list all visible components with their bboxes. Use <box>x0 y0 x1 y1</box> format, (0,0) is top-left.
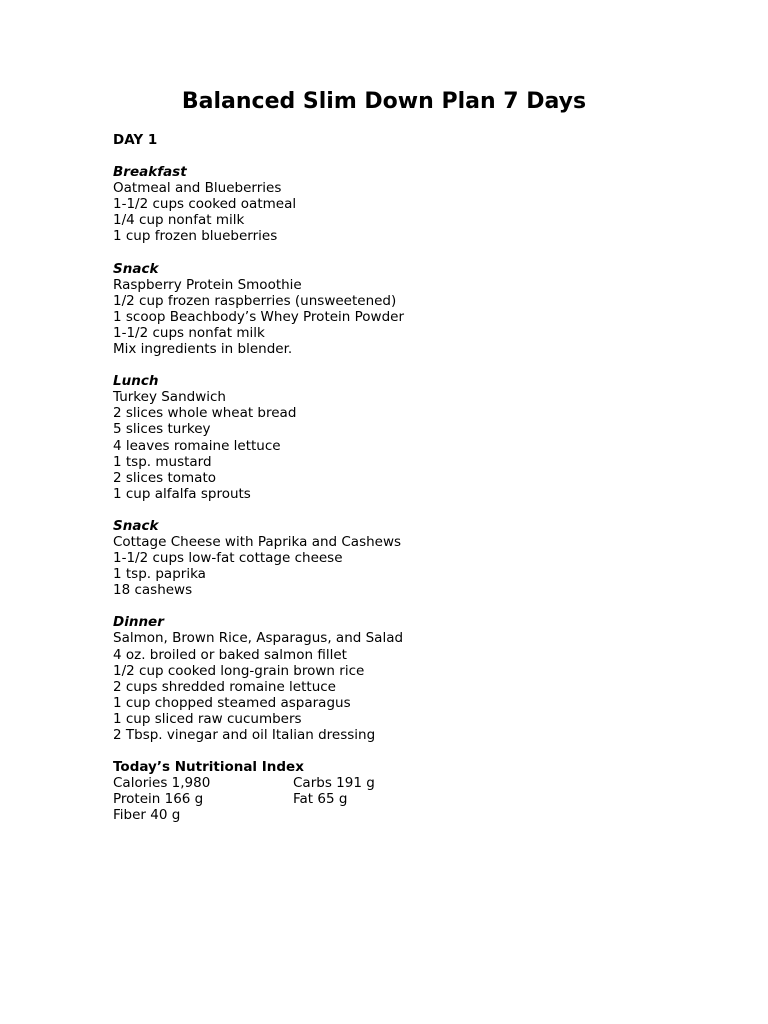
meal-ingredient: 1 cup alfalfa sprouts <box>113 485 251 502</box>
nutrition-grid <box>113 775 673 823</box>
meal-instruction: Mix ingredients in blender. <box>113 341 293 358</box>
meal-dinner <box>113 614 673 743</box>
meal-ingredient: 2 Tbsp. vinegar and oil Italian dressing <box>113 727 376 743</box>
meal-dish: Raspberry Protein Smoothie <box>113 276 302 293</box>
meal-ingredient: 4 leaves romaine lettuce <box>113 437 281 454</box>
meal-ingredient: 1-1/2 cups low-fat cottage cheese <box>113 550 343 567</box>
nutrition-title: Today’s Nutritional Index <box>113 759 304 776</box>
meal-dish: Cottage Cheese with Paprika and Cashews <box>113 533 402 550</box>
meal-ingredient: 5 slices turkey <box>113 421 211 438</box>
nutrition-carbs: Carbs 191 g <box>293 775 375 792</box>
meal-ingredient: 2 cups shredded romaine lettuce <box>113 678 336 695</box>
meal-ingredient: 1 cup sliced raw cucumbers <box>113 710 302 727</box>
nutrition-calories: Calories 1,980 <box>113 775 211 792</box>
nutrition-protein: Protein 166 g <box>113 791 204 808</box>
meal-dish: Turkey Sandwich <box>113 389 226 406</box>
meal-lunch <box>113 373 673 502</box>
meal-ingredient: 1 tsp. paprika <box>113 566 206 583</box>
meal-dish: Salmon, Brown Rice, Asparagus, and Salad <box>113 630 404 647</box>
meal-snack-2 <box>113 518 673 598</box>
meal-ingredient: 1/2 cup frozen raspberries (unsweetened) <box>113 292 397 309</box>
meal-ingredient: 1-1/2 cups cooked oatmeal <box>113 196 297 213</box>
meal-ingredient: 1/2 cup cooked long-grain brown rice <box>113 662 365 679</box>
meal-ingredient: 18 cashews <box>113 582 193 599</box>
meal-title: Snack <box>113 260 159 277</box>
nutrition-empty <box>293 807 673 823</box>
nutrition-fiber: Fiber 40 g <box>113 807 181 824</box>
meal-title: Dinner <box>113 614 164 631</box>
meal-ingredient: 1 tsp. mustard <box>113 453 212 470</box>
meal-dish: Oatmeal and Blueberries <box>113 180 282 197</box>
meal-ingredient: 1/4 cup nonfat milk <box>113 212 245 229</box>
meal-ingredient: 2 slices whole wheat bread <box>113 405 297 422</box>
document-body <box>113 132 673 839</box>
meal-title: Breakfast <box>113 164 187 181</box>
day-label: DAY 1 <box>113 132 158 148</box>
meal-breakfast <box>113 164 673 244</box>
meal-title: Snack <box>113 517 159 534</box>
meal-ingredient: 1 scoop Beachbody’s Whey Protein Powder <box>113 308 405 325</box>
meal-snack-1 <box>113 261 673 358</box>
meal-ingredient: 1 cup chopped steamed asparagus <box>113 694 351 711</box>
document-title: Balanced Slim Down Plan 7 Days <box>181 89 587 114</box>
meal-ingredient: 1-1/2 cups nonfat milk <box>113 324 265 341</box>
meal-ingredient: 1 cup frozen blueberries <box>113 228 278 245</box>
meal-ingredient: 2 slices tomato <box>113 469 216 486</box>
meal-ingredient: 4 oz. broiled or baked salmon fillet <box>113 646 347 663</box>
meal-title: Lunch <box>113 373 159 390</box>
nutrition-index <box>113 759 673 823</box>
nutrition-fat: Fat 65 g <box>293 791 348 808</box>
